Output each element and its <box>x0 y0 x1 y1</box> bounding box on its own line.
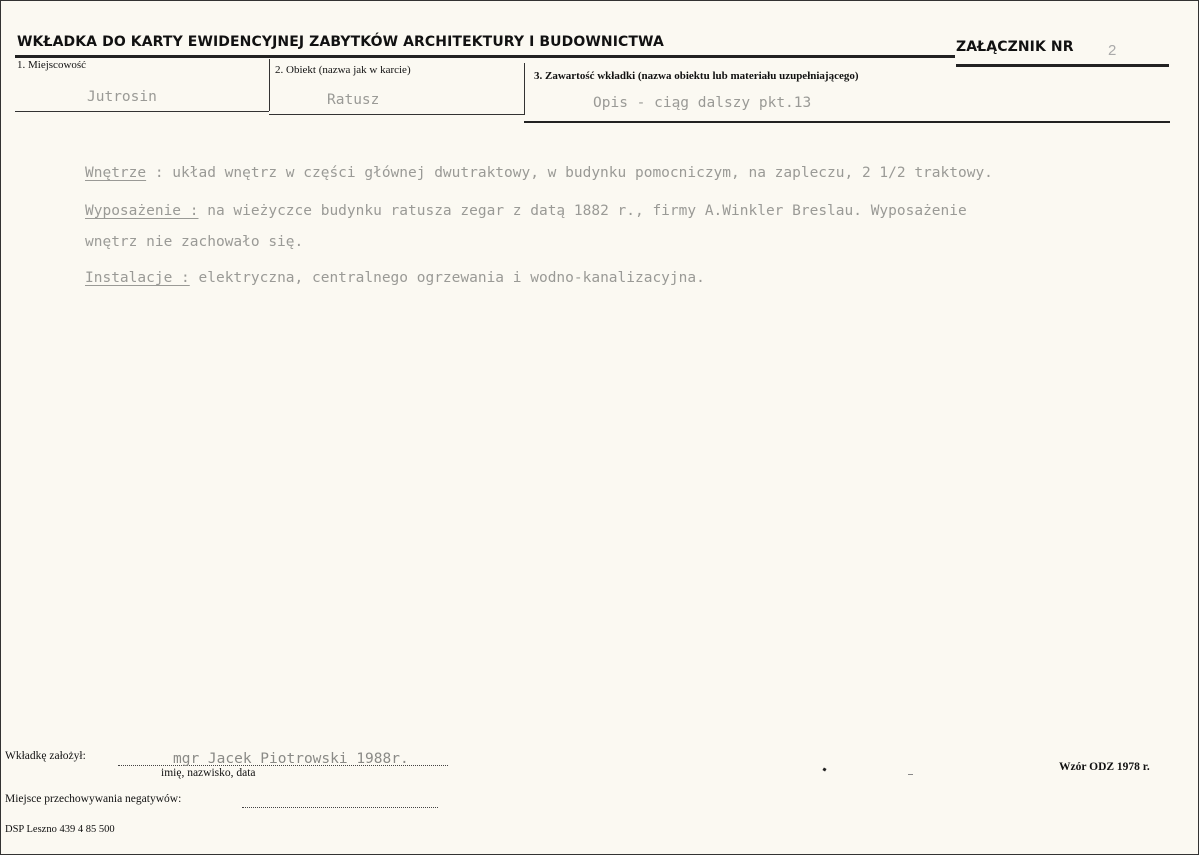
storage-label: Miejsce przechowywania negatywów: <box>5 793 182 805</box>
print-info: DSP Leszno 439 4 85 500 <box>5 824 115 835</box>
equipment-text: na wieżyczce budynku ratusza zegar z datą 1882 r., firmy A.Winkler Breslau. Wyposażenie <box>207 203 967 219</box>
attachment-number: 2 <box>1108 42 1117 59</box>
equipment-paragraph <box>85 203 967 219</box>
object-label: 2. Obiekt (nazwa jak w karcie) <box>275 64 411 76</box>
interior-heading: Wnętrze <box>85 165 147 181</box>
stray-mark <box>822 767 826 771</box>
field-divider-1 <box>269 59 270 111</box>
field-rule-1 <box>15 111 269 112</box>
form-title: WKŁADKA DO KARTY EWIDENCYJNEJ ZABYTKÓW ARCHITEKTURY I BUDOWNICTWA <box>17 34 664 50</box>
locality-label: 1. Miejscowość <box>17 59 87 71</box>
created-by-hint: imię, nazwisko, data <box>161 767 256 779</box>
content-value: Opis - ciąg dalszy pkt.13 <box>593 95 812 111</box>
installations-heading: Instalacje : <box>85 270 190 286</box>
storage-line <box>242 807 438 808</box>
stray-dash <box>908 774 913 775</box>
created-by-value: mgr Jacek Piotrowski 1988r. <box>173 751 409 767</box>
field-rule-2 <box>269 114 524 115</box>
interior-text: : układ wnętrz w części głównej dwutraktowy, w budynku pomocniczym, na zapleczu, 2 1/2 traktowy. <box>154 165 993 181</box>
installations-paragraph <box>85 270 705 286</box>
locality-value: Jutrosin <box>87 89 157 105</box>
form-template-label: Wzór ODZ 1978 r. <box>1059 761 1150 773</box>
header-rule-left <box>15 55 955 58</box>
equipment-text-continued: wnętrz nie zachowało się. <box>85 234 304 250</box>
field-rule-3 <box>524 121 1170 123</box>
created-by-label: Wkładkę założył: <box>5 750 86 762</box>
installations-text: elektryczna, centralnego ogrzewania i wodno-kanalizacyjna. <box>198 270 705 286</box>
content-label: 3. Zawartość wkładki (nazwa obiektu lub materiału uzupełniającego) <box>534 70 859 82</box>
interior-paragraph <box>85 165 993 181</box>
attachment-label: ZAŁĄCZNIK NR <box>956 39 1074 55</box>
equipment-heading: Wyposażenie : <box>85 203 199 219</box>
header-rule-right <box>956 64 1169 67</box>
field-divider-2 <box>524 63 525 115</box>
object-value: Ratusz <box>327 92 380 108</box>
